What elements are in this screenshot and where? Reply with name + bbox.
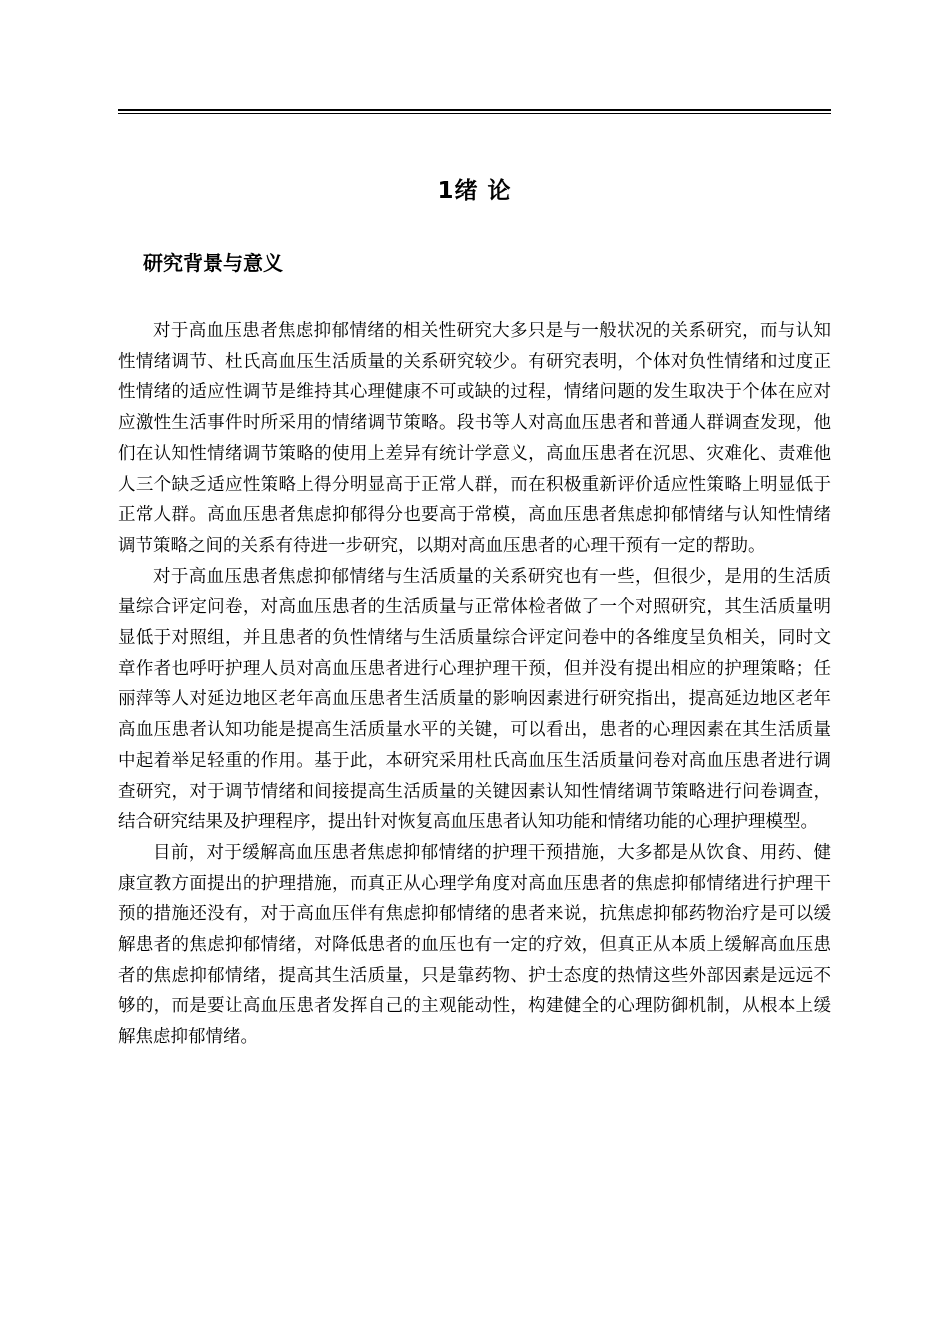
chapter-title: 1绪 论 [437,178,512,204]
paragraph: 对于高血压患者焦虑抑郁情绪与生活质量的关系研究也有一些，但很少，是用的生活质量综合评定问卷，对高血压患者的生活质量与正常体检者做了一个对照研究，其生活质量明显低于对照组，并且患者的负性情绪与生活质量综合评定问卷中的各维度呈负相关，同时文章作者也呼吁护理人员对高血压患者进行心理护理干预，但并没有提出相应的护理策略；任丽萍等人对延边地区老年高血压患者生活质量的影响因素进行研究指出，提高延边地区老年高血压患者认知功能是提高生活质量水平的关键，可以看出，患者的心理因素在其生活质量中起着举足轻重的作用。基于此，本研究采用杜氏高血压生活质量问卷对高血压患者进行调查研究，对于调节情绪和间接提高生活质量的关键因素认知性情绪调节策略进行问卷调查，结合研究结果及护理程序，提出针对恢复高血压患者认知功能和情绪功能的心理护理模型。 [118,566,831,833]
paragraph: 目前，对于缓解高血压患者焦虑抑郁情绪的护理干预措施，大多都是从饮食、用药、健康宣教方面提出的护理措施，而真正从心理学角度对高血压患者的焦虑抑郁情绪进行护理干预的措施还没有，对于高血压伴有焦虑抑郁情绪的患者来说，抗焦虑抑郁药物治疗是可以缓解患者的焦虑抑郁情绪，对降低患者的血压也有一定的疗效，但真正从本质上缓解高血压患者的焦虑抑郁情绪，提高其生活质量，只是靠药物、护士态度的热情这些外部因素是远远不够的，而是要让高血压患者发挥自己的主观能动性，构建健全的心理防御机制，从根本上缓解焦虑抑郁情绪。 [118,842,831,1048]
body-text [118,316,831,1053]
section-title: 研究背景与意义 [143,251,283,275]
paragraph: 对于高血压患者焦虑抑郁情绪的相关性研究大多只是与一般状况的关系研究，而与认知性情绪调节、杜氏高血压生活质量的关系研究较少。有研究表明，个体对负性情绪和过度正性情绪的适应性调节是维持其心理健康不可或缺的过程，情绪问题的发生取决于个体在应对应激性生活事件时所采用的情绪调节策略。段书等人对高血压患者和普通人群调查发现，他们在认知性情绪调节策略的使用上差异有统计学意义，高血压患者在沉思、灾难化、责难他人三个缺乏适应性策略上得分明显高于正常人群，而在积极重新评价适应性策略上明显低于正常人群。高血压患者焦虑抑郁得分也要高于常模，高血压患者焦虑抑郁情绪与认知性情绪调节策略之间的关系有待进一步研究，以期对高血压患者的心理干预有一定的帮助。 [118,321,831,556]
header-rule-thin [118,113,831,114]
header-rule [118,109,831,111]
